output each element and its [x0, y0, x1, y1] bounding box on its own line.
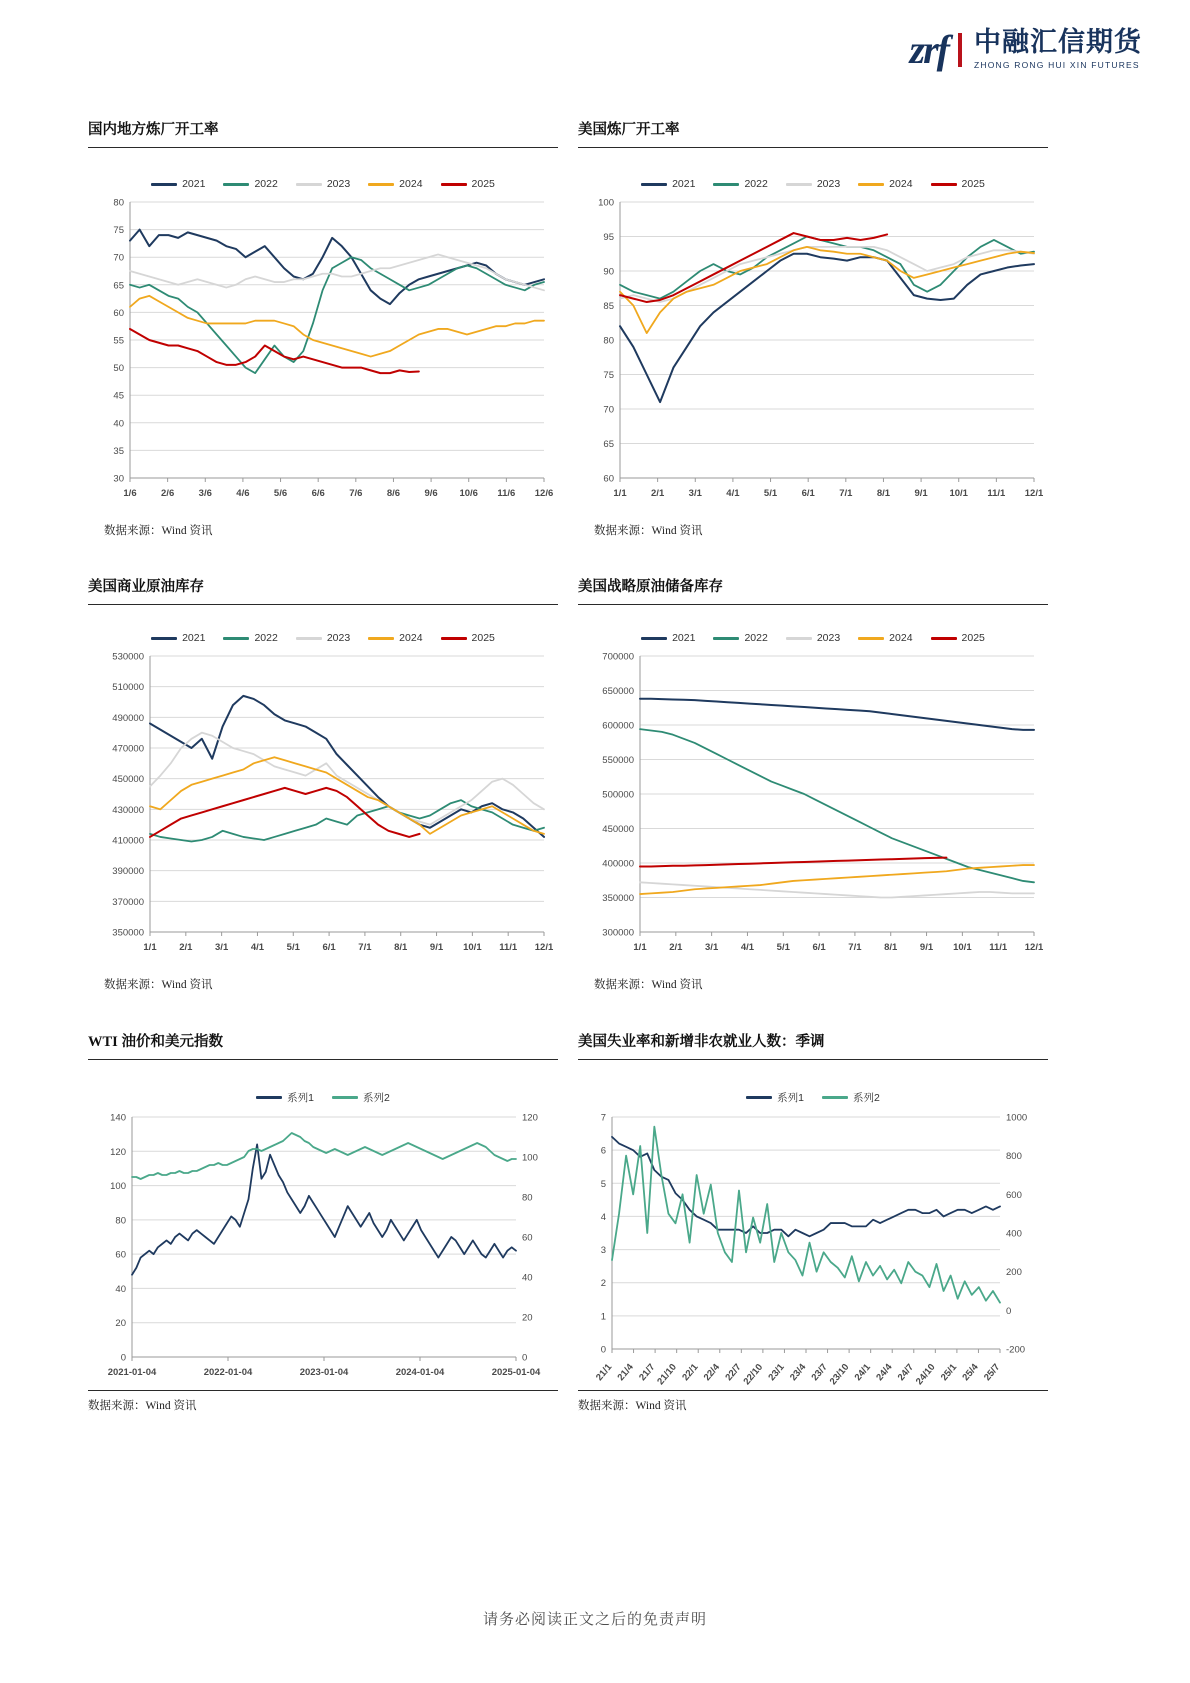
chart-title-us-spr: 美国战略原油储备库存 — [578, 579, 723, 595]
svg-text:50: 50 — [113, 363, 124, 375]
svg-text:11/6: 11/6 — [497, 488, 516, 499]
legend-label: 2023 — [816, 178, 841, 190]
svg-text:470000: 470000 — [112, 743, 144, 755]
chart-block-us-spr — [578, 575, 1048, 605]
source-note: 数据来源：Wind 资讯 — [594, 525, 703, 537]
chart-title-us-unemp-nfp: 美国失业率和新增非农就业人数：季调 — [578, 1034, 825, 1050]
svg-text:85: 85 — [603, 301, 614, 312]
legend-label: 2024 — [889, 632, 913, 644]
svg-text:21/7: 21/7 — [637, 1361, 658, 1384]
svg-text:60: 60 — [522, 1232, 533, 1244]
legend-label: 2022 — [254, 178, 278, 190]
svg-text:10/1: 10/1 — [949, 488, 968, 499]
legend-item — [931, 178, 985, 190]
svg-text:120: 120 — [522, 1112, 538, 1124]
source-note: 数据来源：Wind 资讯 — [578, 1400, 687, 1412]
svg-text:35: 35 — [113, 445, 124, 457]
svg-text:65: 65 — [113, 280, 124, 292]
svg-text:5: 5 — [600, 1178, 606, 1190]
svg-text:350000: 350000 — [112, 927, 144, 939]
legend-item — [223, 632, 277, 644]
svg-text:40: 40 — [115, 1283, 126, 1295]
svg-text:9/1: 9/1 — [919, 942, 934, 953]
chart-block-cn-refinery — [88, 118, 558, 148]
svg-text:800: 800 — [1006, 1151, 1022, 1163]
svg-text:200: 200 — [1006, 1267, 1022, 1279]
legend-item — [858, 178, 912, 190]
svg-text:1/1: 1/1 — [613, 488, 627, 499]
legend-item — [368, 632, 422, 644]
svg-text:2021-01-04: 2021-01-04 — [107, 1367, 157, 1378]
svg-text:3/1: 3/1 — [215, 942, 229, 953]
svg-text:6/1: 6/1 — [322, 942, 336, 953]
chart-svg-us-spr — [578, 644, 1048, 974]
source-note: 数据来源：Wind 资讯 — [88, 1400, 197, 1412]
svg-text:4: 4 — [600, 1211, 606, 1223]
chart-title-us-crude-stock: 美国商业原油库存 — [88, 579, 204, 595]
svg-text:0: 0 — [120, 1352, 126, 1364]
legend-label: 2025 — [471, 178, 495, 190]
legend-item — [641, 178, 695, 190]
svg-text:530000: 530000 — [112, 651, 144, 663]
svg-text:5/1: 5/1 — [776, 942, 790, 953]
svg-text:9/6: 9/6 — [424, 488, 438, 499]
svg-text:7/6: 7/6 — [349, 488, 363, 499]
legend-label: 2021 — [672, 178, 696, 190]
chart-block-us-unemp-nfp — [578, 1030, 1048, 1060]
legend-label: 2022 — [254, 632, 278, 644]
svg-text:11/1: 11/1 — [987, 488, 1006, 499]
legend-item — [713, 632, 767, 644]
svg-text:21/1: 21/1 — [593, 1361, 615, 1384]
chart-block-us-crude-stock — [88, 575, 558, 605]
svg-text:6/1: 6/1 — [812, 942, 826, 953]
legend-label: 2024 — [889, 178, 913, 190]
svg-text:7/1: 7/1 — [358, 942, 372, 953]
chart-block-wti-dxy — [88, 1030, 558, 1060]
svg-text:70: 70 — [113, 252, 124, 264]
svg-text:9/1: 9/1 — [914, 488, 928, 499]
legend-label: 2025 — [471, 632, 495, 644]
legend-item — [332, 1090, 390, 1105]
svg-text:5/1: 5/1 — [763, 488, 778, 499]
legend-label: 2023 — [326, 632, 351, 644]
svg-text:40: 40 — [113, 418, 124, 430]
legend-item — [931, 632, 985, 644]
svg-text:25/7: 25/7 — [981, 1361, 1003, 1384]
legend-label: 2021 — [182, 178, 206, 190]
svg-text:4/1: 4/1 — [726, 488, 740, 499]
svg-text:370000: 370000 — [112, 896, 144, 908]
legend-item — [441, 632, 495, 644]
legend-item — [858, 632, 912, 644]
svg-text:2/1: 2/1 — [651, 488, 665, 499]
legend-us-refinery — [578, 178, 1048, 190]
svg-text:11/1: 11/1 — [499, 942, 518, 953]
svg-text:22/4: 22/4 — [701, 1361, 723, 1384]
legend-us-spr — [578, 632, 1048, 644]
svg-text:1/1: 1/1 — [633, 942, 647, 953]
svg-text:25/4: 25/4 — [960, 1361, 981, 1384]
svg-text:23/4: 23/4 — [787, 1361, 809, 1384]
svg-text:2/1: 2/1 — [669, 942, 683, 953]
legend-item — [151, 632, 205, 644]
svg-text:510000: 510000 — [112, 682, 144, 694]
svg-text:8/6: 8/6 — [386, 488, 401, 499]
svg-text:0: 0 — [522, 1352, 528, 1364]
svg-text:1: 1 — [600, 1311, 606, 1323]
chart-svg-us-crude-stock — [88, 644, 558, 974]
svg-text:90: 90 — [603, 266, 614, 278]
legend-label: 2024 — [399, 632, 423, 644]
svg-text:2/1: 2/1 — [179, 942, 193, 953]
svg-text:3/1: 3/1 — [688, 488, 702, 499]
logo-mark: zrf — [909, 27, 948, 72]
legend-item — [713, 178, 767, 190]
legend-label: 2021 — [182, 632, 206, 644]
svg-text:22/10: 22/10 — [741, 1361, 766, 1388]
svg-text:20: 20 — [522, 1312, 533, 1324]
svg-text:450000: 450000 — [602, 824, 634, 835]
svg-text:24/4: 24/4 — [874, 1361, 895, 1384]
legend-label: 2023 — [816, 632, 841, 644]
svg-text:24/7: 24/7 — [895, 1361, 917, 1384]
svg-text:21/10: 21/10 — [655, 1361, 679, 1388]
svg-text:7: 7 — [600, 1112, 606, 1124]
chart-title-cn-refinery: 国内地方炼厂开工率 — [88, 122, 219, 138]
legend-label: 2022 — [744, 632, 768, 644]
chart-svg-us-refinery — [578, 190, 1048, 520]
svg-text:550000: 550000 — [602, 755, 634, 766]
legend-label: 2021 — [672, 632, 696, 644]
svg-text:700000: 700000 — [602, 651, 634, 663]
legend-item — [746, 1090, 804, 1105]
svg-text:6/1: 6/1 — [801, 488, 815, 499]
svg-text:24/10: 24/10 — [913, 1361, 938, 1388]
legend-item — [256, 1090, 314, 1105]
svg-text:100: 100 — [522, 1152, 538, 1164]
legend-label: 系列1 — [287, 1092, 314, 1104]
logo-divider — [958, 33, 962, 67]
svg-text:12/1: 12/1 — [1024, 488, 1044, 499]
svg-text:75: 75 — [603, 370, 614, 381]
svg-text:490000: 490000 — [112, 712, 144, 724]
svg-text:500000: 500000 — [602, 789, 634, 801]
svg-text:5/1: 5/1 — [286, 942, 300, 953]
svg-text:650000: 650000 — [602, 686, 634, 697]
svg-text:22/1: 22/1 — [680, 1361, 701, 1384]
svg-text:6/6: 6/6 — [311, 488, 325, 499]
svg-text:80: 80 — [522, 1192, 533, 1204]
legend-label: 系列2 — [363, 1092, 390, 1104]
legend-label: 2022 — [744, 178, 768, 190]
svg-text:350000: 350000 — [602, 893, 634, 904]
chart-area-cn-refinery — [88, 178, 558, 538]
svg-text:65: 65 — [603, 439, 614, 450]
svg-text:3/1: 3/1 — [705, 942, 719, 953]
source-block-wti-dxy — [88, 1390, 558, 1413]
source-note: 数据来源：Wind 资讯 — [104, 525, 213, 537]
chart-area-us-unemp-nfp — [578, 1090, 1048, 1405]
svg-text:120: 120 — [110, 1146, 126, 1158]
legend-item — [641, 632, 695, 644]
legend-label: 2024 — [399, 178, 423, 190]
svg-text:7/1: 7/1 — [848, 942, 862, 953]
svg-text:20: 20 — [115, 1318, 126, 1330]
svg-text:24/1: 24/1 — [852, 1361, 873, 1384]
svg-text:1000: 1000 — [1006, 1112, 1028, 1124]
svg-text:23/1: 23/1 — [766, 1361, 787, 1384]
svg-text:60: 60 — [603, 473, 614, 485]
svg-text:22/7: 22/7 — [723, 1361, 744, 1384]
legend-item — [441, 178, 495, 190]
source-block-us-unemp-nfp — [578, 1390, 1048, 1413]
svg-text:410000: 410000 — [112, 835, 144, 847]
svg-text:23/7: 23/7 — [809, 1361, 830, 1384]
svg-text:10/6: 10/6 — [459, 488, 478, 499]
svg-text:600: 600 — [1006, 1189, 1022, 1201]
svg-text:2022-01-04: 2022-01-04 — [203, 1367, 253, 1378]
svg-text:600000: 600000 — [602, 720, 634, 732]
svg-text:4/1: 4/1 — [740, 942, 755, 953]
svg-text:7/1: 7/1 — [839, 488, 853, 499]
svg-text:4/6: 4/6 — [236, 488, 250, 499]
chart-title-us-refinery: 美国炼厂开工率 — [578, 122, 680, 138]
legend-label: 2023 — [326, 178, 351, 190]
svg-text:25/1: 25/1 — [938, 1361, 960, 1384]
legend-wti-dxy — [88, 1090, 558, 1105]
svg-text:2: 2 — [600, 1278, 606, 1290]
svg-text:8/1: 8/1 — [884, 942, 898, 953]
svg-text:6: 6 — [600, 1145, 606, 1157]
svg-text:12/6: 12/6 — [534, 488, 554, 499]
chart-svg-cn-refinery — [88, 190, 558, 520]
svg-text:12/1: 12/1 — [1024, 942, 1044, 953]
svg-text:55: 55 — [113, 335, 124, 347]
legend-cn-refinery — [88, 178, 558, 190]
svg-text:450000: 450000 — [112, 774, 144, 786]
svg-text:1/6: 1/6 — [123, 488, 137, 499]
legend-label: 2025 — [961, 178, 985, 190]
logo-name-cn: 中融汇信期货 — [974, 27, 1142, 57]
svg-text:0: 0 — [600, 1344, 606, 1356]
svg-text:80: 80 — [113, 197, 124, 209]
svg-text:30: 30 — [113, 473, 124, 485]
source-note: 数据来源：Wind 资讯 — [104, 979, 213, 991]
chart-area-wti-dxy — [88, 1090, 558, 1405]
svg-text:140: 140 — [110, 1112, 126, 1124]
svg-text:1/1: 1/1 — [143, 942, 157, 953]
svg-text:95: 95 — [603, 232, 614, 243]
page-footer: 请务必阅读正文之后的免责声明 — [482, 1611, 707, 1628]
chart-area-us-spr — [578, 632, 1048, 992]
svg-text:8/1: 8/1 — [394, 942, 408, 953]
legend-item — [151, 178, 205, 190]
svg-text:80: 80 — [603, 335, 614, 347]
legend-item — [822, 1090, 880, 1105]
legend-label: 系列2 — [853, 1092, 880, 1104]
svg-text:80: 80 — [115, 1215, 126, 1227]
svg-text:100: 100 — [110, 1181, 126, 1193]
svg-text:430000: 430000 — [112, 804, 144, 816]
legend-item — [786, 632, 840, 644]
svg-text:390000: 390000 — [112, 866, 144, 878]
svg-text:10/1: 10/1 — [463, 942, 482, 953]
chart-svg-wti-dxy — [88, 1105, 558, 1405]
svg-text:10/1: 10/1 — [953, 942, 972, 953]
svg-text:2024-01-04: 2024-01-04 — [395, 1367, 445, 1378]
source-note: 数据来源：Wind 资讯 — [594, 979, 703, 991]
logo-name-en: ZHONG RONG HUI XIN FUTURES — [974, 60, 1140, 70]
legend-label: 系列1 — [777, 1092, 804, 1104]
svg-text:40: 40 — [522, 1272, 533, 1284]
svg-text:2/6: 2/6 — [161, 488, 175, 499]
svg-text:3/6: 3/6 — [198, 488, 212, 499]
svg-text:9/1: 9/1 — [429, 942, 444, 953]
svg-text:12/1: 12/1 — [534, 942, 554, 953]
svg-text:45: 45 — [113, 390, 124, 402]
svg-text:2025-01-04: 2025-01-04 — [491, 1367, 541, 1378]
svg-text:400000: 400000 — [602, 858, 634, 870]
svg-text:8/1: 8/1 — [876, 488, 891, 499]
svg-text:-200: -200 — [1006, 1344, 1026, 1356]
legend-item — [223, 178, 277, 190]
svg-text:75: 75 — [113, 225, 124, 237]
legend-item — [296, 632, 350, 644]
svg-text:70: 70 — [603, 404, 614, 416]
svg-text:11/1: 11/1 — [989, 942, 1008, 953]
svg-text:3: 3 — [600, 1245, 606, 1257]
legend-item — [368, 178, 422, 190]
svg-text:60: 60 — [113, 307, 124, 319]
legend-us-crude-stock — [88, 632, 558, 644]
svg-text:100: 100 — [598, 197, 614, 209]
svg-text:21/4: 21/4 — [615, 1361, 636, 1384]
svg-text:2023-01-04: 2023-01-04 — [299, 1367, 349, 1378]
svg-text:0: 0 — [1006, 1305, 1012, 1317]
svg-text:400: 400 — [1006, 1228, 1022, 1240]
legend-us-unemp-nfp — [578, 1090, 1048, 1105]
chart-area-us-crude-stock — [88, 632, 558, 992]
legend-label: 2025 — [961, 632, 985, 644]
svg-text:60: 60 — [115, 1249, 126, 1261]
chart-title-wti-dxy: WTI 油价和美元指数 — [88, 1034, 223, 1050]
legend-item — [296, 178, 350, 190]
legend-item — [786, 178, 840, 190]
svg-text:5/6: 5/6 — [273, 488, 288, 499]
svg-text:4/1: 4/1 — [250, 942, 265, 953]
chart-svg-us-unemp-nfp — [578, 1105, 1048, 1405]
svg-text:23/10: 23/10 — [827, 1361, 852, 1388]
chart-block-us-refinery — [578, 118, 1048, 148]
chart-area-us-refinery — [578, 178, 1048, 538]
svg-text:300000: 300000 — [602, 927, 634, 939]
company-logo — [910, 26, 1142, 73]
